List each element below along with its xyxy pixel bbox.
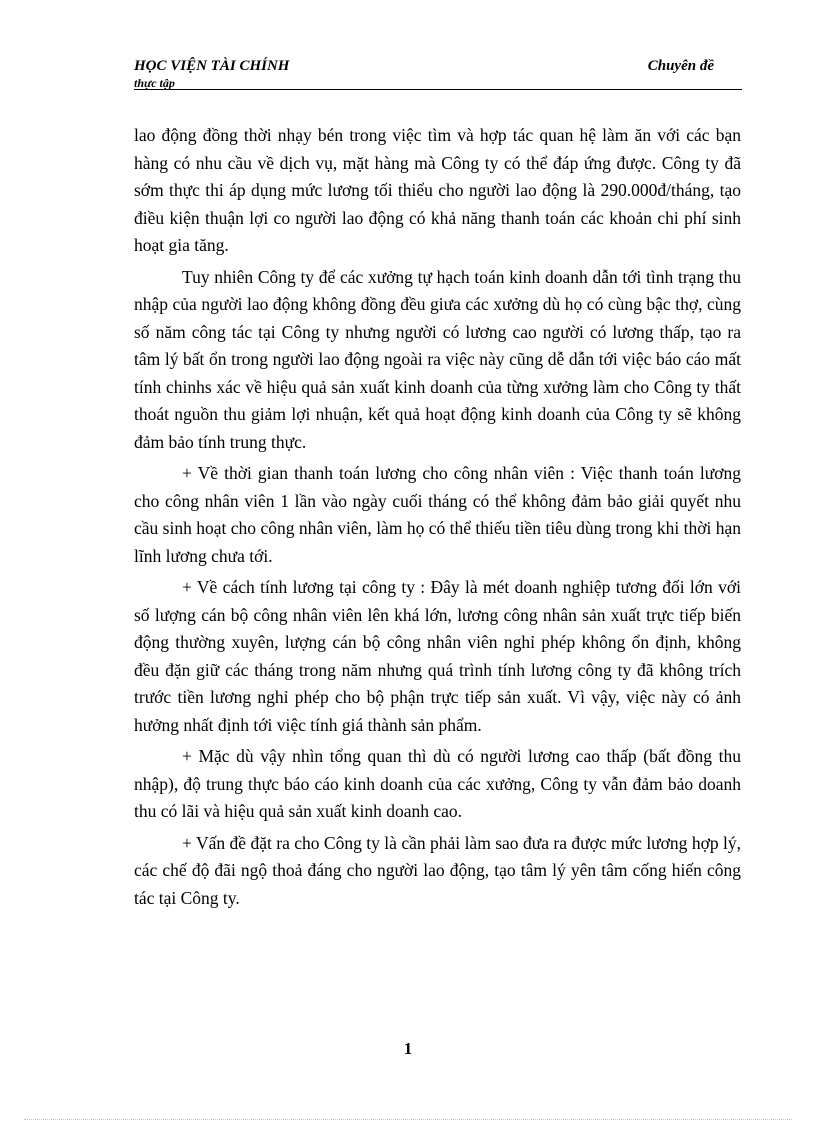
body-text — [134, 122, 741, 916]
page-header — [134, 56, 742, 92]
header-doc-type-continued: thực tập — [134, 76, 175, 90]
paragraph-payment-timing: + Về thời gian thanh toán lương cho công nhân viên : Việc thanh toán lương cho công nhân viên 1 lần vào ngày cuối tháng có thể không đảm bảo giải quyết nhu cầu sinh hoạt cho công nhân viên, làm họ có thể thiếu tiền tiêu dùng trong khi thời hạn lĩnh lương chưa tới. — [134, 463, 741, 566]
header-rule — [134, 89, 742, 90]
paragraph-income-disparity: Tuy nhiên Công ty để các xưởng tự hạch toán kinh doanh dẫn tới tình trạng thu nhập của người lao động không đồng đều giưa các xưởng dù họ có cùng bậc thợ, cùng số năm công tác tại Công ty nhưng người có lương cao người có lương thấp, tạo ra tâm lý bất ổn trong người lao động ngoài ra việc này cũng dễ dẫn tới việc báo cáo mất tính chinhs xác về hiệu quả sản xuất kinh doanh của từng xưởng làm cho Công ty thất thoát nguồn thu giảm lợi nhuận, kết quả hoạt động kinh doanh của Công ty sẽ không đảm bảo tính trung thực. — [134, 266, 741, 452]
header-doc-type: Chuyên đề — [647, 58, 714, 74]
header-institution: HỌC VIỆN TÀI CHÍNH — [134, 58, 290, 74]
page-bottom-rule — [24, 1119, 792, 1120]
page-number: 1 — [403, 1039, 413, 1058]
paragraph-wage-calculation: + Về cách tính lương tại công ty : Đây là mét doanh nghiệp tương đối lớn với số lượng cán bộ công nhân viên lên khá lớn, lương công nhân sản xuất trực tiếp biến động thường xuyên, lượng cán bộ công nhân viên nghỉ phép không ổn định, không đều đặn giữ các tháng trong năm nhưng quá trình tính lương công ty đã không trích trước tiền lương nghỉ phép cho bộ phận trực tiếp sản xuất. Vì vậy, việc này có ảnh hưởng nhất định tới việc tính giá thành sản phẩm. — [134, 577, 741, 735]
paragraph-continuation: lao động đồng thời nhạy bén trong việc tìm và hợp tác quan hệ làm ăn với các bạn hàng có nhu cầu về dịch vụ, mặt hàng mà Công ty có thể đáp ứng được. Công ty đã sớm thực thi áp dụng mức lương tối thiểu cho người lao động là 290.000đ/tháng, tạo điều kiện thuận lợi co người lao động có khả năng thanh toán các khoản chi phí sinh hoạt gia tăng. — [134, 125, 741, 255]
paragraph-issue-raised: + Vấn đề đặt ra cho Công ty là cần phải làm sao đưa ra được mức lương hợp lý, các chế độ đãi ngộ thoả đáng cho người lao động, tạo tâm lý yên tâm cống hiến công tác tại Công ty. — [134, 832, 741, 908]
paragraph-overview: + Mặc dù vậy nhìn tổng quan thì dù có người lương cao thấp (bất đồng thu nhập), độ trung thực báo cáo kinh doanh của các xưởng, Công ty vẫn đảm bảo doanh thu có lãi và hiệu quả sản xuất kinh doanh cao. — [134, 746, 741, 821]
